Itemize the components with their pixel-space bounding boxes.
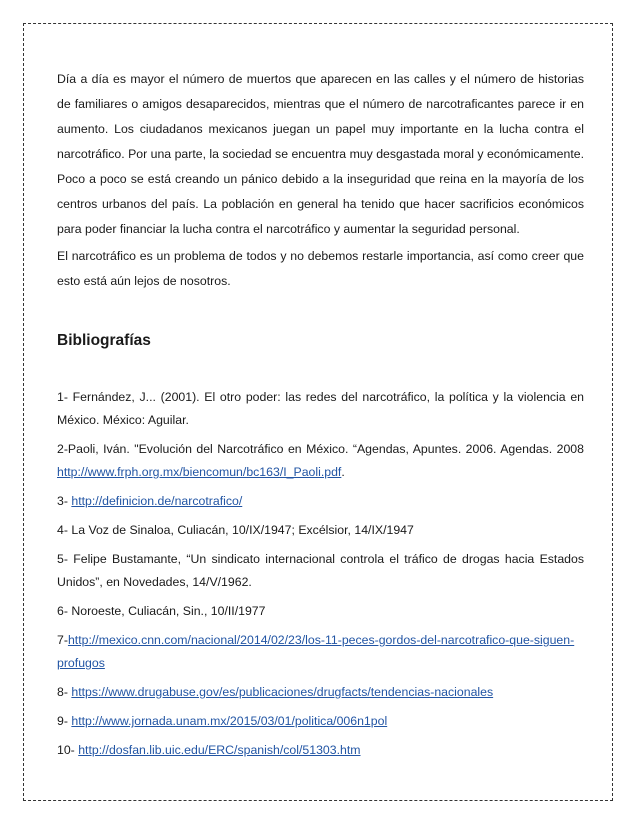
- bibliography-entry-9: [57, 710, 584, 733]
- bibliography-entry-3: [57, 490, 584, 513]
- bibliography-entry-8: [57, 681, 584, 704]
- bibliography-list: [57, 386, 584, 762]
- bib-link[interactable]: http://mexico.cnn.com/nacional/2014/02/23/los-11-peces-gordos-del-narcotrafico-que-siguen-profugos: [57, 633, 575, 670]
- bib-link[interactable]: https://www.drugabuse.gov/es/publicaciones/drugfacts/tendencias-nacionales: [71, 685, 494, 699]
- bib-entry-text: 6- Noroeste, Culiacán, Sin., 10/II/1977: [57, 604, 266, 618]
- bib-entry-suffix: .: [341, 465, 345, 479]
- document-body: [57, 67, 584, 768]
- bibliography-entry-4: [57, 519, 584, 542]
- bibliography-entry-7: [57, 629, 584, 675]
- bibliography-entry-1: [57, 386, 584, 432]
- bibliography-heading: Bibliografías: [57, 332, 151, 349]
- bib-link[interactable]: http://www.jornada.unam.mx/2015/03/01/politica/006n1pol: [71, 714, 388, 728]
- bibliography-entry-2: [57, 438, 584, 484]
- bib-link[interactable]: http://dosfan.lib.uic.edu/ERC/spanish/col/51303.htm: [78, 743, 361, 757]
- bib-entry-text: 2-Paoli, Iván. "Evolución del Narcotráfico en México. “Agendas, Apuntes. 2006. Agendas. 2008: [57, 442, 584, 456]
- bib-entry-text: 1- Fernández, J... (2001). El otro poder: las redes del narcotráfico, la política y la violencia en México. México: Aguilar.: [57, 390, 584, 427]
- bibliography-entry-5: [57, 548, 584, 594]
- bib-entry-text: 10-: [57, 743, 79, 757]
- bib-entry-text: 7-: [57, 633, 68, 647]
- bib-entry-text: 9-: [57, 714, 72, 728]
- paragraph-1: Día a día es mayor el número de muertos que aparecen en las calles y el número de historias de familiares o amigos desaparecidos, mientras que el número de narcotraficantes parece ir en aumento. Los ciudadanos mexicanos juegan un papel muy importante en la lucha contra el narcotráfico. Por una parte, la sociedad se encuentra muy desgastada moral y económicamente. Poco a poco se está creando un pánico debido a la inseguridad que reina en la mayoría de los centros urbanos del país. La población en general ha tenido que hacer sacrificios económicos para poder financiar la lucha contra el narcotráfico y aumentar la seguridad personal.: [57, 72, 585, 236]
- bib-entry-text: 3-: [57, 494, 72, 508]
- bib-link[interactable]: http://definicion.de/narcotrafico/: [71, 494, 243, 508]
- bib-entry-text: 5- Felipe Bustamante, “Un sindicato internacional controla el tráfico de drogas hacia Estados Unidos”, en Novedades, 14/V/1962.: [57, 552, 584, 589]
- bib-link[interactable]: http://www.frph.org.mx/biencomun/bc163/I_Paoli.pdf: [57, 465, 342, 479]
- paragraph-2: El narcotráfico es un problema de todos y no debemos restarle importancia, así como creer que esto está aún lejos de nosotros.: [57, 249, 584, 288]
- bib-entry-text: 8-: [57, 685, 72, 699]
- bibliography-entry-10: [57, 739, 584, 762]
- bibliography-entry-6: [57, 600, 584, 623]
- bib-entry-text: 4- La Voz de Sinaloa, Culiacán, 10/IX/1947; Excélsior, 14/IX/1947: [57, 523, 414, 537]
